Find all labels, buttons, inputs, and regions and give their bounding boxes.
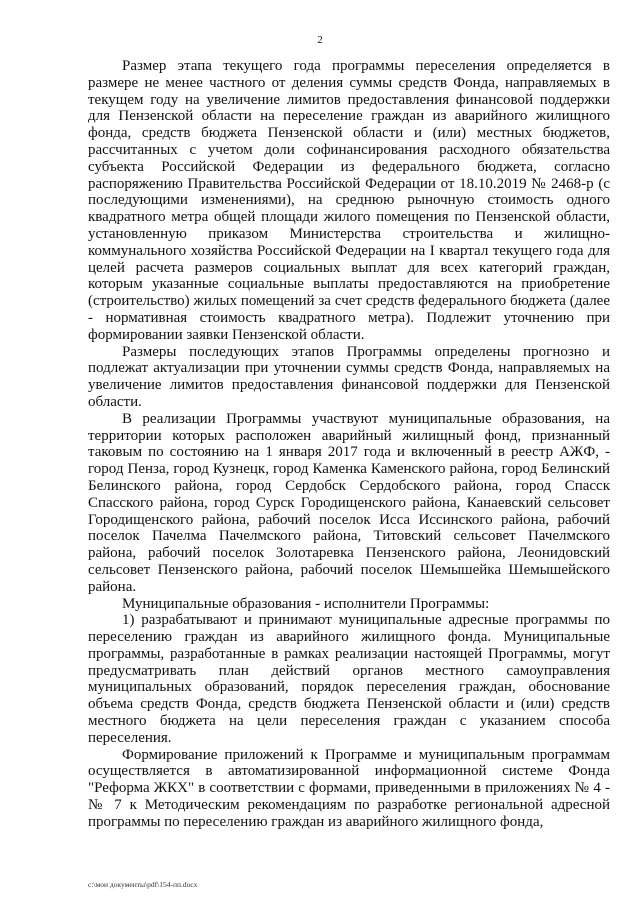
footer-file-path: c:\мои документы\pdf\154-пп.docx: [88, 880, 198, 889]
paragraph-participants: В реализации Программы участвуют муниципальные образования, на территории которых расположен аварийный жилищный фонд, признанный таковым по состоянию на 1 января 2017 года и включенный в реестр АЖФ, - город Пенза, город Кузнецк, город Каменка Каменского района, город Белинский Белинского района, город Сердобск Сердобского района, город Спасск Спасского района, город Сурск Городищенского района, Канаевский сельсовет Городищенского района, рабочий поселок Исса Иссинского района, рабочий поселок Пачелма Пачелмского района, Титовский сельсовет Пачелмского района, рабочий поселок Золотаревка Пензенского района, Леонидовский сельсовет Пензенского района, рабочий поселок Шемышейка Шемышейского района.: [88, 410, 610, 595]
paragraph-appendix-formation: Формирование приложений к Программе и муниципальным программам осуществляется в автоматизированной информационной системе Фонда "Реформа ЖКХ" в соответствии с формами, приведенными в приложениях № 4 - № 7 к Методическим рекомендациям по разработке региональной адресной программы по переселению граждан из аварийного жилищного фонда,: [88, 746, 610, 830]
paragraph-stage-size: Размер этапа текущего года программы переселения определяется в размере не менее частного от деления суммы средств Фонда, направляемых в текущем году на увеличение лимитов предоставления финансовой поддержки для Пензенской области на переселение граждан из аварийного жилищного фонда, средств бюджета Пензенской области и (или) местных бюджетов, рассчитанных с учетом доли софинансирования расходного обязательства субъекта Российской Федерации из федерального бюджета, согласно распоряжению Правительства Российской Федерации от 18.10.2019 № 2468-р (с последующими изменениями), на среднюю рыночную стоимость одного квадратного метра общей площади жилого помещения по Пензенской области, установленную приказом Министерства строительства и жилищно-коммунального хозяйства Российской Федерации на I квартал текущего года для целей расчета размеров социальных выплат для всех категорий граждан, которым указанные социальные выплаты предоставляются на приобретение (строительство) жилых помещений за счет средств федерального бюджета (далее - нормативная стоимость квадратного метра). Подлежит уточнению при формировании заявки Пензенской области.: [88, 58, 610, 343]
paragraph-next-stages: Размеры последующих этапов Программы определены прогнозно и подлежат актуализации при уточнении суммы средств Фонда, направляемых на увеличение лимитов предоставления финансовой поддержки для Пензенской области.: [88, 343, 610, 410]
paragraph-executors-heading: Муниципальные образования - исполнители Программы:: [122, 595, 490, 612]
document-body: [88, 58, 610, 831]
page-number: 2: [317, 34, 323, 46]
paragraph-executor-duty-1: 1) разрабатывают и принимают муниципальные адресные программы по переселению граждан из аварийного жилищного фонда. Муниципальные программы, разработанные в рамках реализации настоящей Программы, могут предусматривать план действий органов местного самоуправления муниципальных образований, порядок переселения граждан, обоснование объема средств Фонда, средств бюджета Пензенской области и (или) средств местного бюджета на цели переселения граждан с указанием способа переселения.: [88, 612, 610, 746]
